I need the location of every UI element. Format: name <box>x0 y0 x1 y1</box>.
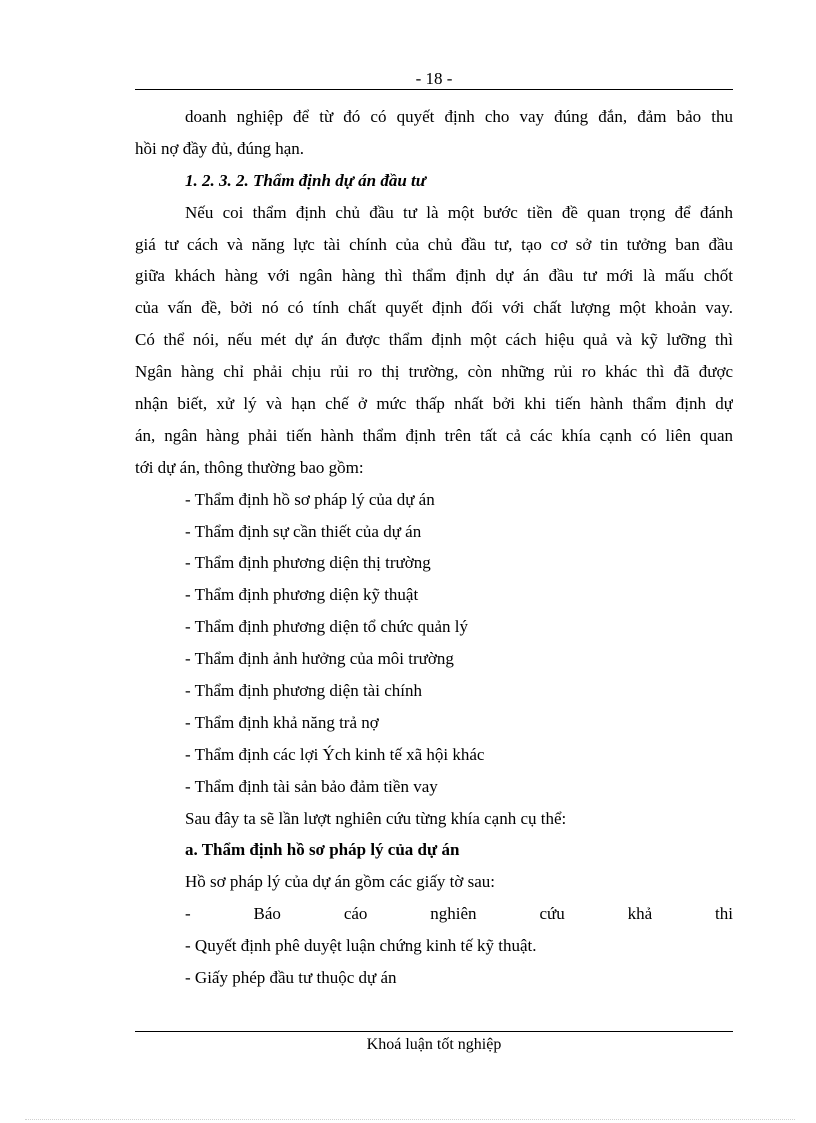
spread-word: - <box>185 904 191 924</box>
page-edge-dotted-line <box>25 1119 795 1120</box>
assessment-item: - Thẩm định phương diện kỹ thuật <box>185 585 419 605</box>
spread-word: cáo <box>343 904 368 924</box>
assessment-item: - Thẩm định khả năng trả nợ <box>185 712 379 732</box>
main-paragraph-line-1: Nếu coi thẩm định chủ đầu tư là một bước tiền đề quan trọng để đánh <box>185 202 733 222</box>
spread-word: nghiên <box>430 904 477 924</box>
spread-word: Báo <box>253 904 281 924</box>
documents-item: - Giấy phép đầu tư thuộc dự án <box>185 968 397 988</box>
main-paragraph-line-2: giá tư cách và năng lực tài chính của chủ đầu tư, tạo cơ sở tin tưởng ban đầu <box>135 234 733 254</box>
assessment-item: - Thẩm định sự cần thiết của dự án <box>185 521 422 541</box>
subheading-a: a. Thẩm định hồ sơ pháp lý của dự án <box>185 840 460 860</box>
documents-item: - Quyết định phê duyệt luận chứng kinh tế kỹ thuật. <box>185 936 537 956</box>
assessment-item: - Thẩm định hồ sơ pháp lý của dự án <box>185 489 435 509</box>
intro-line-2: hồi nợ đầy đủ, đúng hạn. <box>135 138 305 158</box>
section-heading: 1. 2. 3. 2. Thẩm định dự án đầu tư <box>185 170 426 190</box>
main-paragraph-line-7: nhận biết, xử lý và hạn chế ở mức thấp nhất bởi khi tiến hành thẩm định dự <box>135 394 733 414</box>
assessment-item: - Thẩm định phương diện thị trường <box>185 553 431 573</box>
page-number: - 18 - <box>415 69 453 88</box>
documents-item-feasibility <box>135 898 733 930</box>
main-paragraph-line-4: của vấn đề, bởi nó có tính chất quyết định đối với chất lượng một khoản vay. <box>135 298 733 318</box>
footer-text: Khoá luận tốt nghiệp <box>366 1036 502 1053</box>
spread-word: khả <box>627 904 653 924</box>
transition-text: Sau đây ta sẽ lần lượt nghiên cứu từng khía cạnh cụ thể: <box>185 808 567 828</box>
assessment-item: - Thẩm định phương diện tài chính <box>185 681 422 701</box>
assessment-item: - Thẩm định tài sản bảo đảm tiền vay <box>185 776 438 796</box>
main-paragraph-line-6: Ngân hàng chỉ phải chịu rủi ro thị trường, còn những rủi ro khác thì đã được <box>135 362 733 382</box>
documents-intro: Hồ sơ pháp lý của dự án gồm các giấy tờ sau: <box>185 872 495 892</box>
main-paragraph-line-9: tới dự án, thông thường bao gồm: <box>135 457 364 477</box>
header-divider <box>135 89 733 90</box>
page-body <box>135 101 733 994</box>
intro-line-1: doanh nghiệp để từ đó có quyết định cho vay đúng đắn, đảm bảo thu <box>185 107 733 126</box>
assessment-item: - Thẩm định phương diện tổ chức quản lý <box>185 617 468 637</box>
footer-divider <box>135 1031 733 1032</box>
assessment-item: - Thẩm định ảnh hưởng của môi trường <box>185 649 454 669</box>
main-paragraph-line-3: giữa khách hàng với ngân hàng thì thẩm định dự án đầu tư mới là mấu chốt <box>135 266 733 286</box>
main-paragraph-line-8: án, ngân hàng phải tiến hành thẩm định trên tất cả các khía cạnh có liên quan <box>135 425 733 445</box>
assessment-item: - Thẩm định các lợi Ých kinh tế xã hội khác <box>185 744 485 764</box>
main-paragraph-line-5: Có thể nói, nếu mét dự án được thẩm định một cách hiệu quả và kỹ lưỡng thì <box>135 330 733 350</box>
spread-word: cứu <box>539 904 565 924</box>
spread-word: thi <box>715 904 733 924</box>
